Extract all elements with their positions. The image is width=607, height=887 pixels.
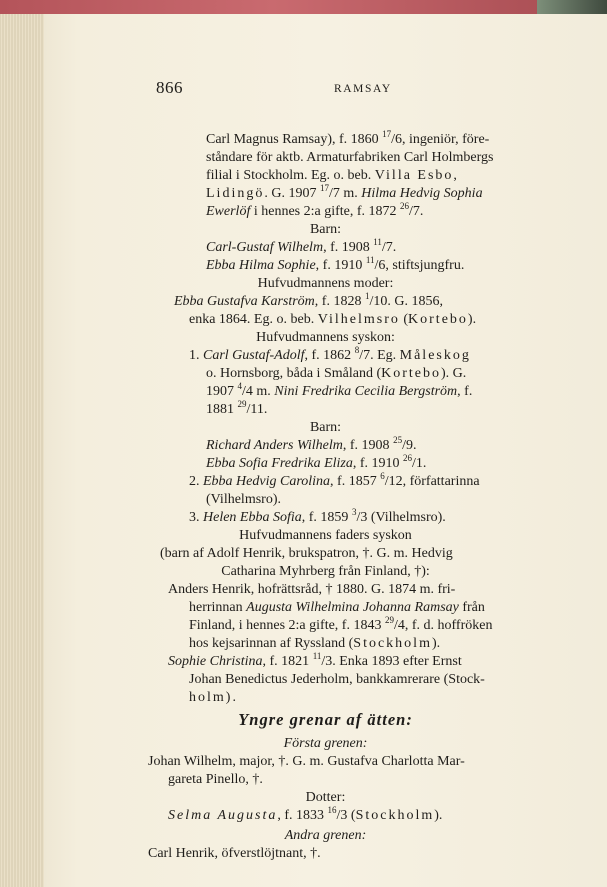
text-line: Ebba Hilma Sophie, f. 1910 $^{11}$/6, stiftsjungfru.	[206, 255, 465, 273]
section-label: Hufvudmannens moder:	[257, 276, 394, 291]
text-line: 3. Helen Ebba Sofia, f. 1859 $^3$/3 (Vilhelmsro).	[189, 507, 446, 525]
text-line: Carl Magnus Ramsay), f. 1860 $^{17}$/6, ingeniör, före-	[206, 129, 490, 147]
book-page	[44, 14, 607, 887]
text-line: hos kejsarinnan af Ryssland (Stockholm).	[189, 636, 441, 651]
text-line: ståndare för aktb. Armaturfabriken Carl Holmbergs	[206, 150, 494, 165]
subsection-heading: Första grenen:	[283, 736, 368, 751]
text-line: Selma Augusta, f. 1833 $^{16}$/3 (Stockholm).	[168, 805, 443, 823]
section-heading: Yngre grenar af ätten:	[238, 710, 413, 729]
section-label: Barn:	[309, 420, 342, 435]
text-line: 2. Ebba Hedvig Carolina, f. 1857 $^6$/12, författarinna	[189, 471, 480, 489]
text-line: (barn af Adolf Henrik, brukspatron, †. G. m. Hedvig	[160, 546, 453, 561]
section-label: Hufvudmannens syskon:	[256, 330, 395, 345]
running-head: RAMSAY	[334, 83, 392, 95]
text-line: Carl-Gustaf Wilhelm, f. 1908 $^{11}$/7.	[206, 237, 397, 255]
text-line: Ebba Sofia Fredrika Eliza, f. 1910 $^{26}$/1.	[206, 453, 427, 471]
text-line: o. Hornsborg, båda i Småland (Kortebo). G.	[206, 366, 467, 381]
text-line: Johan Benedictus Jederholm, bankkamrerare (Stock-	[189, 672, 485, 687]
page-number: 866	[156, 78, 183, 97]
text-line: holm).	[189, 690, 238, 705]
text-line: herrinnan Augusta Wilhelmina Johanna Ramsay från	[189, 600, 485, 615]
text-line: Johan Wilhelm, major, †. G. m. Gustafva Charlotta Mar-	[148, 754, 465, 769]
text-line: Richard Anders Wilhelm, f. 1908 $^{25}$/9.	[206, 435, 417, 453]
page-header	[44, 78, 607, 98]
text-line: enka 1864. Eg. o. beb. Vilhelmsro (Kortebo).	[189, 312, 477, 327]
text-line: Catharina Myhrberg från Finland, †):	[221, 564, 430, 579]
text-line: Lidingö. G. 1907 $^{17}$/7 m. Hilma Hedvig Sophia	[206, 183, 483, 201]
text-line: filial i Stockholm. Eg. o. beb. Villa Esbo,	[206, 168, 459, 183]
text-line: gareta Pinello, †.	[168, 772, 263, 787]
page-stack-edge	[0, 14, 45, 887]
text-line: Carl Henrik, öfverstlöjtnant, †.	[148, 846, 321, 861]
text-line: 1. Carl Gustaf-Adolf, f. 1862 $^8$/7. Eg. Måleskog	[189, 345, 471, 363]
section-label: Dotter:	[305, 790, 346, 805]
text-line: Ebba Gustafva Karström, f. 1828 $^1$/10. G. 1856,	[174, 291, 443, 309]
section-label: Barn:	[309, 222, 342, 237]
text-line: (Vilhelmsro).	[206, 492, 281, 507]
text-line: 1881 $^{29}$/11.	[206, 399, 268, 417]
text-line: Finland, i hennes 2:a gifte, f. 1843 $^{29}$/4, f. d. hoffröken	[189, 615, 493, 633]
text-line: Anders Henrik, hofrättsråd, † 1880. G. 1874 m. fri-	[168, 582, 456, 597]
text-line: Ewerlöf i hennes 2:a gifte, f. 1872 $^{26}$/7.	[206, 201, 424, 219]
section-label: Hufvudmannens faders syskon	[239, 528, 412, 543]
text-line: Sophie Christina, f. 1821 $^{11}$/3. Enka 1893 efter Ernst	[168, 651, 462, 669]
subsection-heading: Andra grenen:	[284, 828, 367, 843]
text-line: 1907 $^4$/4 m. Nini Fredrika Cecilia Bergström, f.	[206, 381, 473, 399]
